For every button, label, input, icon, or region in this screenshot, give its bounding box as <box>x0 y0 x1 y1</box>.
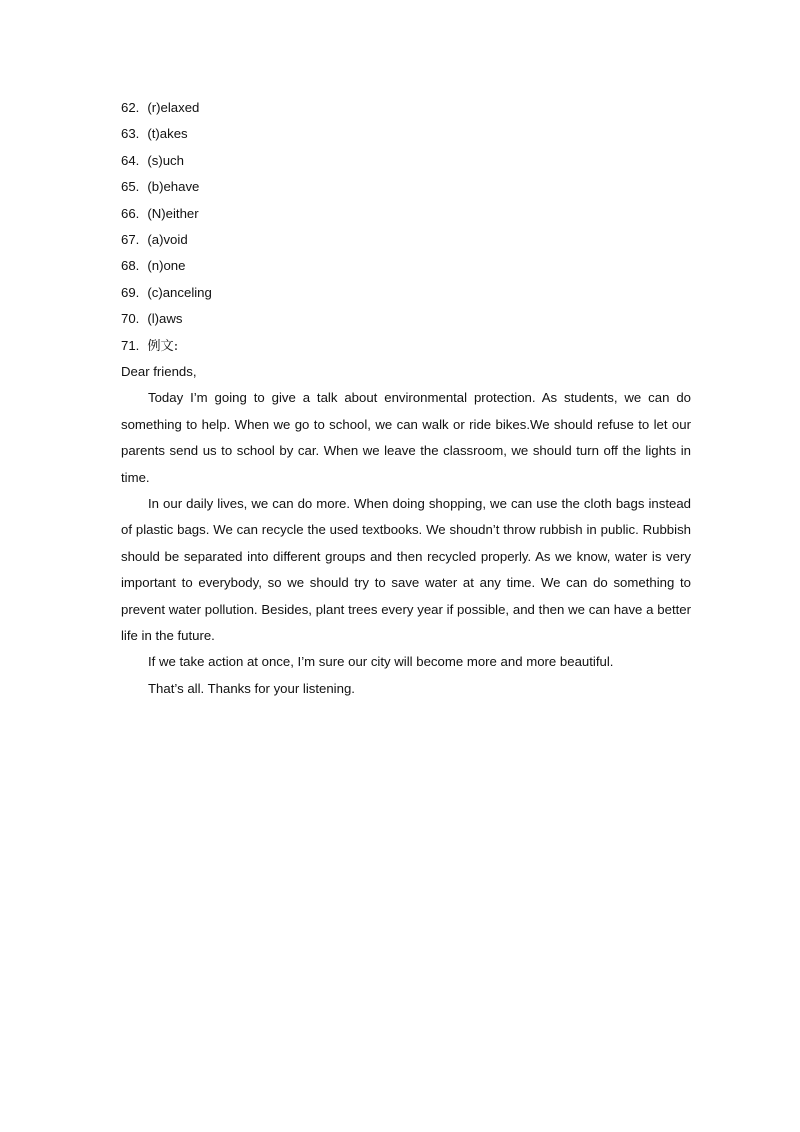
essay-greeting: Dear friends, <box>121 363 197 379</box>
answer-number: 71. <box>121 337 140 353</box>
answer-text: (l)aws <box>147 311 183 327</box>
essay-paragraph: That’s all. Thanks for your listening. <box>148 680 355 696</box>
answer-text: (r)elaxed <box>147 100 200 115</box>
answer-number: 63. <box>121 126 140 142</box>
answer-item-64 <box>121 148 691 174</box>
essay-paragraph: In our daily lives, we can do more. When doing shopping, we can use the cloth bags instead of plastic bags. We can recycle the used textbooks. We shoudn’t throw rubbish in public. Rubbish should be separated into different groups and then recycled properly. As we know, water is very important to everybody, so we should try to save water at any time. We can do something to prevent water pollution. Besides, plant trees every year if possible, and then we can have a better life in the future. <box>121 495 691 643</box>
answer-text: (t)akes <box>147 126 188 142</box>
answer-item-66 <box>121 201 691 227</box>
answer-number: 62. <box>121 100 140 115</box>
answer-text: (c)anceling <box>147 284 212 300</box>
answer-number: 67. <box>121 231 140 247</box>
answer-item-63 <box>121 121 691 147</box>
answer-item-71 <box>121 333 691 359</box>
answer-item-62 <box>121 95 691 121</box>
answer-text: (s)uch <box>147 152 184 168</box>
answer-item-68 <box>121 253 691 279</box>
answer-text: (n)one <box>147 258 186 274</box>
answer-number: 66. <box>121 205 140 221</box>
answer-number: 64. <box>121 152 140 168</box>
answer-number: 65. <box>121 179 140 195</box>
answer-number: 69. <box>121 284 140 300</box>
answer-text: (b)ehave <box>147 179 200 195</box>
answer-text: (N)either <box>147 205 199 221</box>
answer-number: 70. <box>121 311 140 327</box>
answer-number: 68. <box>121 258 140 274</box>
essay-paragraph: Today I’m going to give a talk about environmental protection. As students, we can do something to help. When we go to school, we can walk or ride bikes.We should refuse to let our parents send us to school by car. When we leave the classroom, we should turn off the lights in time. <box>121 390 691 485</box>
answer-item-67 <box>121 227 691 253</box>
answer-item-70 <box>121 306 691 332</box>
answer-item-65 <box>121 174 691 200</box>
answer-text: 例文: <box>147 338 179 354</box>
document-page <box>121 95 691 702</box>
answer-item-69 <box>121 280 691 306</box>
essay-paragraph: If we take action at once, I’m sure our city will become more and more beautiful. <box>148 654 614 670</box>
answer-text: (a)void <box>147 231 188 247</box>
